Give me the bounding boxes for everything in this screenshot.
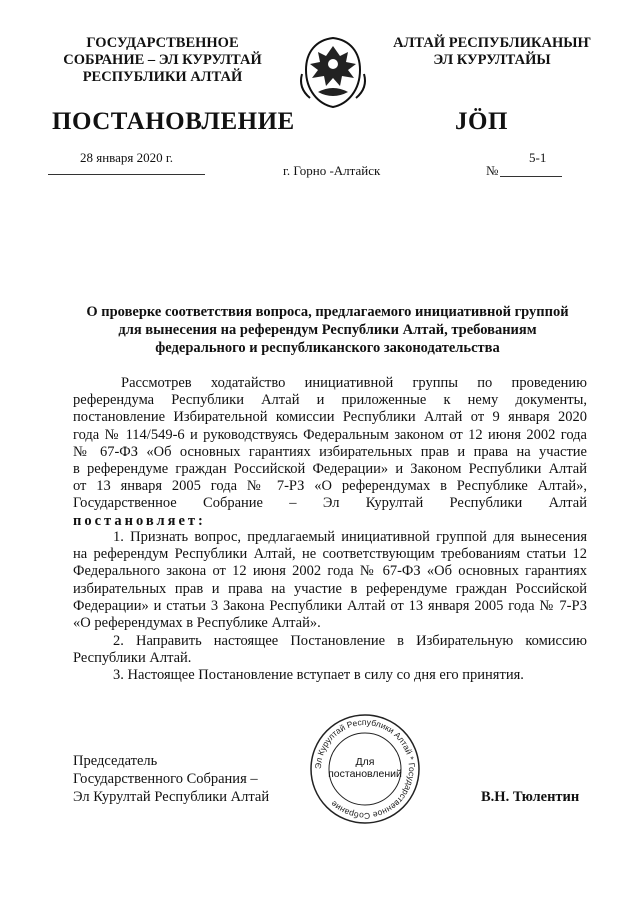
body-line: «О референдумах в Республике Алтай».: [73, 615, 321, 632]
position-line: Председатель: [73, 753, 158, 769]
title-line: О проверке соответствия вопроса, предлагаемого инициативной группой: [86, 304, 569, 320]
doc-city: г. Горно -Алтайск: [283, 163, 381, 178]
doc-title: [60, 303, 595, 357]
resolves-word: постановляет:: [73, 512, 206, 529]
body-line: от 13 января 2005 года № 7-РЗ «О референдумах в Республике Алтай»,: [73, 478, 587, 495]
signatory-name: В.Н. Тюлентин: [481, 789, 580, 805]
header-right-line: АЛТАЙ РЕСПУБЛИКАНЫҤ: [393, 35, 591, 51]
body-line: 1. Признать вопрос, предлагаемый инициативной группой для вынесения: [113, 529, 587, 545]
item-2: [73, 633, 587, 667]
position-line: Государственного Собрания –: [73, 771, 258, 787]
body-line: Федерального закона от 12 июня 2002 года № 67-ФЗ «Об основных гарантиях: [73, 563, 587, 580]
stamp-ring-text: Эл Курултай Республики Алтай * Государственное Собрание: [312, 716, 418, 822]
official-stamp: [308, 712, 422, 826]
doc-type-alt: JӦП: [455, 108, 508, 135]
header-left-line: ГОСУДАРСТВЕННОЕ: [86, 35, 239, 51]
intro-paragraph: [73, 375, 587, 530]
body-line: Республики Алтай.: [73, 650, 192, 667]
signatory-position: [73, 752, 293, 806]
body-line: 2. Направить настоящее Постановление в Избирательную комиссию: [113, 633, 587, 649]
doc-number: 5-1: [529, 150, 547, 165]
body-line: в референдуме граждан Российской Федерации» и Законом Республики Алтай: [73, 461, 587, 478]
header-right-line: ЭЛ КУРУЛТАЙЫ: [433, 52, 551, 68]
body-line: года № 114/549-6 и руководствуясь Федеральным законом от 12 июня 2002 года: [73, 426, 587, 443]
stamp-center-line: Для: [355, 756, 375, 768]
body-line: № 67-ФЗ «Об основных гарантиях избирательных прав и права на участие: [73, 443, 587, 460]
item-1: [73, 529, 587, 632]
doc-type-ru: ПОСТАНОВЛЕНИЕ: [52, 108, 295, 135]
body-line: Федерации» и статьи 3 Закона Республики Алтай от 13 января 2005 года № 7-РЗ: [73, 597, 587, 614]
body-line: Рассмотрев ходатайство инициативной группы по проведению: [121, 375, 587, 391]
position-line: Эл Курултай Республики Алтай: [73, 789, 270, 805]
body-line: 3. Настоящее Постановление вступает в силу со дня его принятия.: [113, 667, 524, 683]
number-sign: №: [486, 163, 499, 178]
header-right-org: [382, 35, 602, 69]
body-line: референдума Республики Алтай и приложенные к нему документы,: [73, 392, 587, 409]
header-left-line: РЕСПУБЛИКИ АЛТАЙ: [82, 69, 243, 85]
body-line: на референдум Республики Алтай, не соответствующим требованиям статьи 12: [73, 546, 587, 563]
body-line: избирательных прав и права на участие в референдуме граждан Российской: [73, 580, 587, 597]
body-line: постановление Избирательной комиссии Республики Алтай от 9 января 2020: [73, 409, 587, 426]
number-underline: [500, 176, 562, 177]
header-left-line: СОБРАНИЕ – ЭЛ КУРУЛТАЙ: [63, 52, 262, 68]
stamp-center-line: постановлений: [328, 768, 402, 780]
stamp-center: [326, 756, 404, 780]
date-underline: [48, 174, 205, 175]
title-line: для вынесения на референдум Республики Алтай, требованиям: [118, 322, 537, 338]
item-3: [113, 667, 587, 684]
body-line: Государственное Собрание – Эл Курултай Республики Алтай: [73, 495, 587, 512]
altai-coat-of-arms-icon: [296, 34, 370, 110]
doc-date: 28 января 2020 г.: [80, 150, 174, 165]
title-line: федерального и республиканского законодательства: [155, 340, 500, 356]
header-left-org: [40, 35, 285, 86]
